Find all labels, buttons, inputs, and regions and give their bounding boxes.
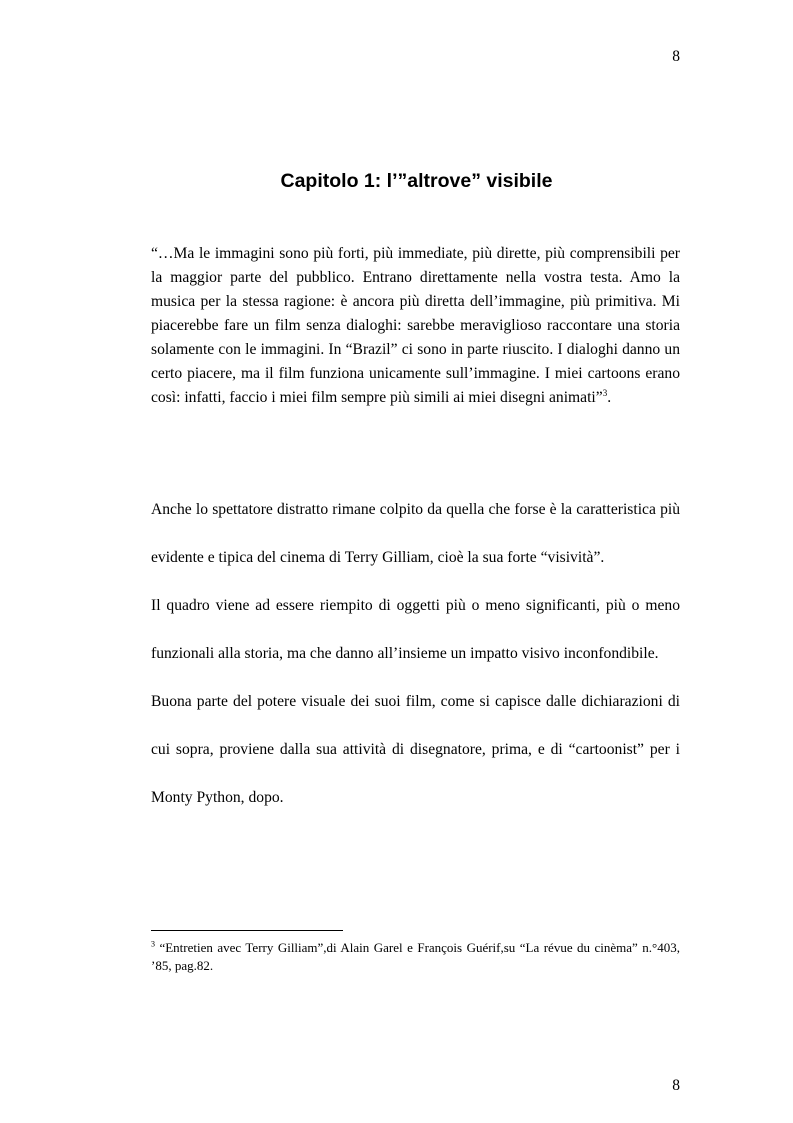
- body-paragraph: Anche lo spettatore distratto rimane colpito da quella che forse è la caratteristica più evidente e tipica del cinema di Terry Gilliam, cioè la sua forte “visività”.: [151, 501, 680, 566]
- page-number-top: 8: [672, 48, 680, 65]
- body-paragraph: Buona parte del potere visuale dei suoi film, come si capisce dalle dichiarazioni di cui sopra, proviene dalla sua attività di disegnatore, prima, e di “cartoonist” per i Monty Python, dopo.: [151, 693, 680, 806]
- body-text: [151, 486, 680, 822]
- page-number-bottom: 8: [672, 1077, 680, 1094]
- quote-block: [151, 242, 680, 410]
- footnote-number: 3: [151, 939, 155, 949]
- body-paragraph: Il quadro viene ad essere riempito di oggetti più o meno significanti, più o meno funzionali alla storia, ma che danno all’insieme un impatto visivo inconfondibile.: [151, 597, 680, 662]
- quote-end-punct: .: [607, 389, 612, 406]
- footnote: [151, 939, 680, 975]
- quote-text: “…Ma le immagini sono più forti, più immediate, più dirette, più comprensibili per la maggior parte del pubblico. Entrano direttamente nella vostra testa. Amo la musica per la stessa ragione: è ancora più diretta dell’immagine, più primitiva. Mi piacerebbe fare un film senza dialoghi: sarebbe meraviglioso raccontare una storia solamente con le immagini. In “Brazil” ci sono in parte riuscito. I dialoghi danno un certo piacere, ma il film funziona unicamente sull’immagine. I miei cartoons erano così: infatti, faccio i miei film sempre più simili ai miei disegni animati”: [151, 245, 680, 406]
- chapter-title: Capitolo 1: l’”altrove” visibile: [280, 170, 553, 192]
- footnote-divider: [151, 930, 343, 931]
- footnote-text: “Entretien avec Terry Gilliam”,di Alain Garel e François Guérif,su “La révue du cinèma” n.°403, ’85, pag.82.: [151, 940, 680, 973]
- footnote-ref[interactable]: 3: [602, 387, 608, 398]
